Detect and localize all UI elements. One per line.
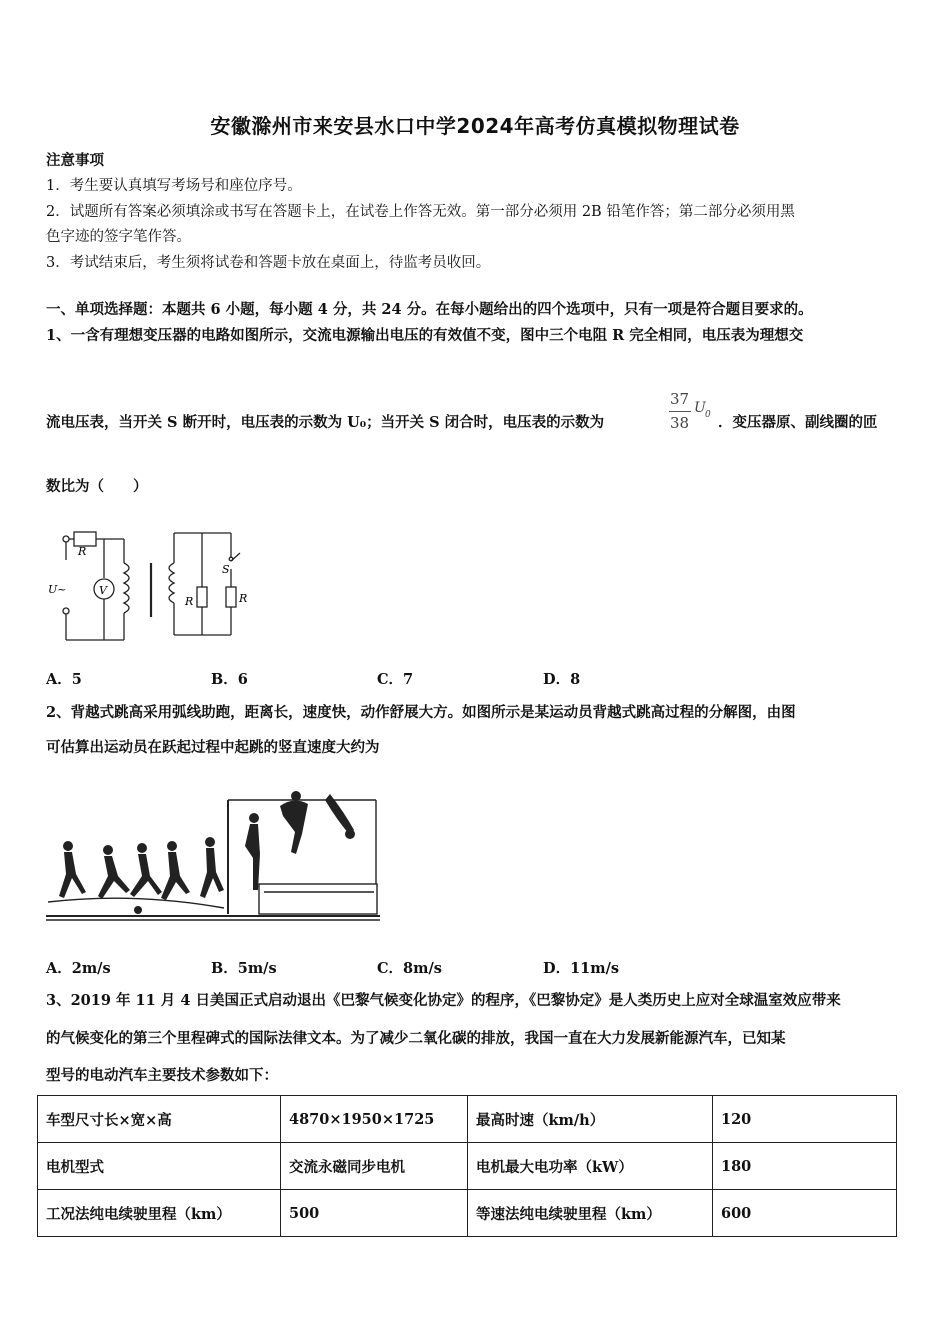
table-cell: 120 (713, 1096, 897, 1143)
q1-choice-b[interactable]: B．6 (211, 671, 248, 688)
notice-item: 色字迹的签字笔作答。 (46, 229, 191, 245)
q1-stem-line1: 1、一含有理想变压器的电路如图所示，交流电源输出电压的有效值不变，图中三个电阻 R 完全相同，电压表为理想交 (46, 327, 804, 344)
table-cell: 交流永磁同步电机 (281, 1143, 468, 1190)
q3-stem-line1: 3、2019 年 11 月 4 日美国正式启动退出《巴黎气候变化协定》的程序，《巴黎协定》是人类历史上应对全球温室效应带来 (46, 992, 841, 1009)
q3-stem-line3: 型号的电动汽车主要技术参数如下： (46, 1067, 278, 1084)
table-cell: 等速法纯电续驶里程（km） (468, 1190, 713, 1237)
table-cell: 车型尺寸长×宽×高 (38, 1096, 281, 1143)
high-jump-figure (44, 780, 384, 928)
table-cell: 180 (713, 1143, 897, 1190)
label-r-primary: R (78, 545, 87, 558)
vehicle-params-table (37, 1095, 897, 1237)
label-source: U~ (48, 583, 67, 596)
label-switch: S (222, 563, 230, 576)
table-cell: 电机型式 (38, 1143, 281, 1190)
table-row (38, 1190, 897, 1237)
table-cell: 电机最大电功率（kW） (468, 1143, 713, 1190)
q2-choice-b[interactable]: B．5m/s (211, 960, 277, 977)
fraction-bar (669, 411, 691, 412)
table-cell: 600 (713, 1190, 897, 1237)
notice-item: 1．考生要认真填写考场号和座位序号。 (46, 178, 302, 194)
fraction-denominator: 38 (670, 414, 690, 432)
label-voltmeter: V (99, 584, 107, 597)
table-cell: 最高时速（km/h） (468, 1096, 713, 1143)
q1-choice-d[interactable]: D．8 (543, 671, 581, 688)
q2-choice-d[interactable]: D．11m/s (543, 960, 620, 977)
q2-choice-a[interactable]: A．2m/s (46, 960, 111, 977)
fraction-subscript: 0 (705, 410, 711, 420)
q1-stem-line2b: ．变压器原、副线圈的匝 (718, 414, 878, 431)
section-heading: 一、单项选择题：本题共 6 小题，每小题 4 分，共 24 分。在每小题给出的四个选项中，只有一项是符合题目要求的。 (46, 301, 813, 318)
table-row (38, 1143, 897, 1190)
label-r-left: R (185, 595, 194, 608)
notice-heading: 注意事项 (46, 152, 104, 169)
page-title: 安徽滁州市来安县水口中学2024年高考仿真模拟物理试卷 (210, 114, 740, 138)
fraction-symbol: U (694, 400, 706, 416)
q1-stem-line3: 数比为（ ） (46, 478, 148, 495)
table-cell: 4870×1950×1725 (281, 1096, 468, 1143)
table-row (38, 1096, 897, 1143)
notice-item: 2．试题所有答案必须填涂或书写在答题卡上，在试卷上作答无效。第一部分必须用 2B 铅笔作答；第二部分必须用黑 (46, 204, 795, 220)
label-r-right: R (239, 592, 248, 605)
q1-stem-line2a: 流电压表，当开关 S 断开时，电压表的示数为 U₀；当开关 S 闭合时，电压表的示数为 (46, 414, 605, 431)
q3-stem-line2: 的气候变化的第三个里程碑式的国际法律文本。为了减少二氧化碳的排放，我国一直在大力发展新能源汽车，已知某 (46, 1030, 786, 1047)
fraction-numerator: 37 (670, 390, 690, 408)
q2-stem-line2: 可估算出运动员在跃起过程中起跳的竖直速度大约为 (46, 739, 380, 756)
q1-choice-c[interactable]: C．7 (377, 671, 414, 688)
notice-item: 3．考试结束后，考生须将试卷和答题卡放在桌面上，待监考员收回。 (46, 255, 491, 271)
q1-choice-a[interactable]: A．5 (46, 671, 82, 688)
q1-fraction (668, 388, 712, 438)
transformer-circuit-figure (44, 525, 256, 645)
table-cell: 500 (281, 1190, 468, 1237)
q2-stem-line1: 2、背越式跳高采用弧线助跑，距离长，速度快，动作舒展大方。如图所示是某运动员背越式跳高过程的分解图，由图 (46, 704, 796, 721)
q2-choice-c[interactable]: C．8m/s (377, 960, 442, 977)
table-cell: 工况法纯电续驶里程（km） (38, 1190, 281, 1237)
